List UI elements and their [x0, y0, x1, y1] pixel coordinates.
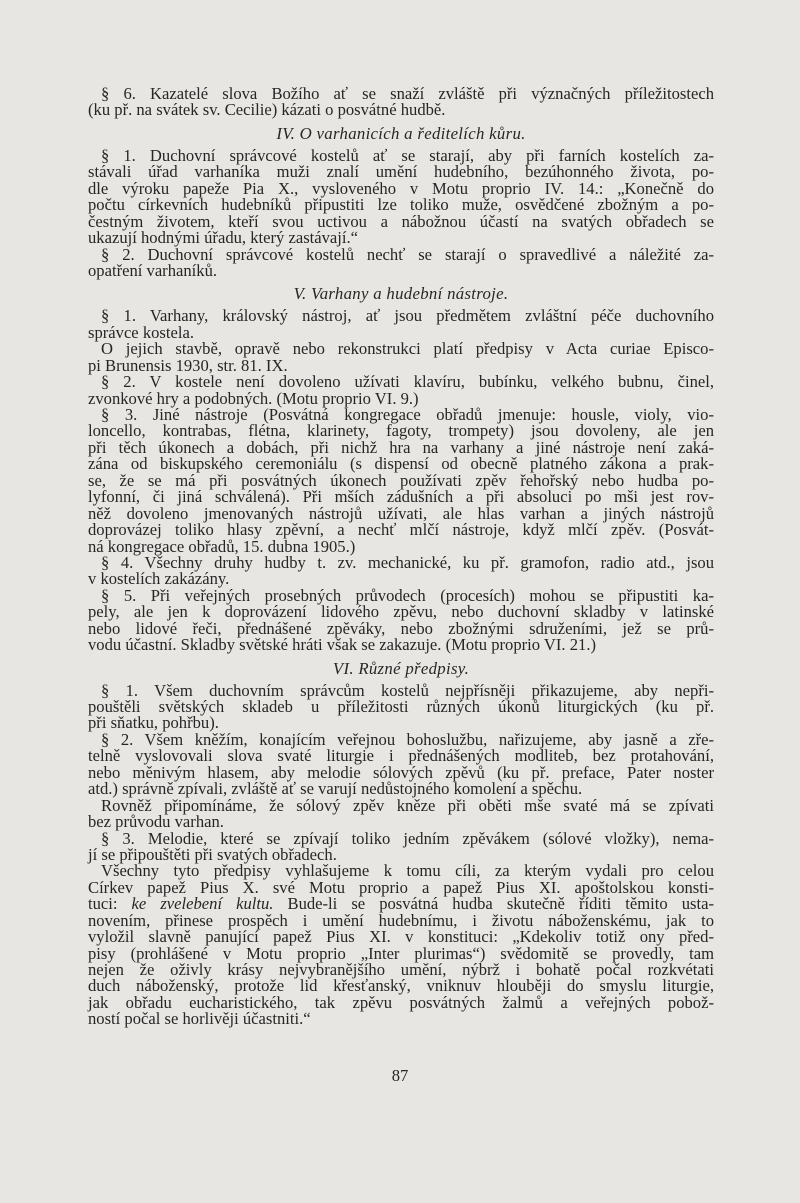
text-line: jak obřadu eucharistického, tak zpěvu posvátných žalmů a veřejných pobož- [88, 992, 714, 1012]
text-line: § 2. V kostele není dovoleno užívati klavíru, bubínku, velkého bubnu, činel, [101, 372, 714, 392]
text-line: v kostelích zakázány. [88, 569, 230, 589]
text-line: ná kongregace obřadů, 15. dubna 1905.) [88, 536, 356, 556]
text-line: stávali úřad varhaníka muži znalí umění hudebního, bezúhonného života, po- [88, 162, 714, 182]
paragraph [88, 680, 714, 733]
text-line: § 5. Při veřejných prosebných průvodech (procesích) mohou se připustiti ka- [101, 585, 714, 605]
text-line: pely, ale jen k doprovázení lidového zpěvu, nebo duchovní skladby v latinské [88, 602, 714, 622]
paragraph [88, 145, 714, 248]
text-segment: Bude-li se posvátná hudba skutečně říditi těmito usta- [273, 894, 714, 914]
paragraph [88, 86, 714, 119]
text-line: § 3. Jiné nástroje (Posvátná kongregace obřadů jmenuje: housle, violy, vio- [101, 405, 714, 424]
text-line: Církev papež Pius X. své Motu proprio a papež Pius XI. apoštolskou konsti- [88, 877, 714, 897]
section-heading: VI. Různé předpisy. [332, 658, 470, 678]
text-line: § 2. Všem kněžím, konajícím veřejnou bohoslužbu, nařizujeme, aby jasně a zře- [101, 729, 714, 749]
text-line: § 6. Kazatelé slova Božího ať se snaží zvláště při význačných příležitostech [101, 84, 714, 103]
text-line: nebo lidové řeči, přednášené zpěváky, nebo zbožnými sdruženími, jež se prů- [88, 618, 714, 638]
paragraph [88, 374, 714, 407]
paragraph [88, 552, 714, 589]
paragraph [88, 341, 714, 374]
paragraph [88, 244, 714, 280]
text-line: vyložil slavně panující papež Pius XI. v konstituci: „Kdekoliv totiž ony před- [88, 927, 714, 947]
text-line: duch náboženský, protože lid křesťanský, vniknuv hlouběji do smyslu liturgie, [88, 976, 714, 996]
text-line: pi Brunensis 1930, str. 81. IX. [88, 355, 288, 375]
text-line: § 4. Všechny druhy hudby t. zv. mechanické, ku př. gramofon, radio atd., jsou [101, 552, 714, 572]
text-line: bez průvodu varhan. [88, 812, 224, 832]
text-line: lyfonní, či jiná schválená). Při mších zádušních a při absoluci po mši jest rov- [88, 487, 714, 507]
paragraph [88, 585, 714, 655]
paragraph [88, 407, 714, 555]
text-line: § 2. Duchovní správcové kostelů nechť se starají o spravedlivé a náležité za- [101, 244, 714, 264]
text-line: § 1. Varhany, královský nástroj, ať jsou předmětem zvláštní péče duchovního [101, 306, 714, 326]
section-heading: IV. O varhanicích a ředitelích kůru. [276, 123, 526, 143]
text-line: loncello, kontrabas, flétna, klarinety, fagoty, trompety) jsou dovoleny, ale jen [88, 421, 714, 441]
text-line: Rovněž připomínáme, že sólový zpěv kněze při oběti mše svaté má se zpívati [101, 795, 714, 815]
text-line: něž dovoleno jmenovaných nástrojů užívati, ale hlas varhan a jiných nástrojů [88, 503, 714, 523]
text-line: nejen že oživly krásy nejvybranějšího umění, nýbrž i bohatě počal rozkvétati [88, 960, 714, 979]
paragraph [88, 863, 714, 1027]
text-line: telně vyslovovali slova svaté liturgie i přednášených modliteb, bez protahování, [88, 746, 714, 766]
text-line: se, že se má při posvátných úkonech používati zpěv řehořský nebo hudba po- [88, 470, 714, 490]
italic-title: ke zvelebení kultu. [131, 894, 274, 914]
text-line: atd.) správně zpívali, zvláště ať se varují nedůstojného komolení a spěchu. [88, 779, 583, 799]
text-line: vodu účastní. Skladby světské hráti však se zakazuje. (Motu proprio VI. 21.) [88, 635, 596, 655]
text-line: ukazují hodnými úřadu, který zastávají.“ [88, 228, 359, 248]
text-line: novením, přinese prospěch i umění hudebnímu, i životu náboženskému, jak to [88, 910, 714, 930]
paragraph [88, 729, 714, 799]
text-line: dle výroku papeže Pia X., vysloveného v Motu proprio IV. 14.: „Konečně do [88, 178, 714, 198]
text-line: § 1. Všem duchovním správcům kostelů nejpřísněji přikazujeme, aby nepři- [101, 680, 714, 700]
text-line: § 3. Melodie, které se zpívají toliko jedním zpěvákem (sólové vložky), nema- [101, 828, 714, 848]
text-line: opatření varhaníků. [88, 260, 218, 280]
text-line: jí se připouštěti při svatých obřadech. [88, 844, 337, 864]
text-line: zvonkové hry a podobných. (Motu proprio VI. 9.) [88, 388, 419, 408]
text-line: při sňatku, pohřbu). [88, 713, 219, 733]
document-page [88, 86, 714, 1028]
text-line: zána od biskupského ceremoniálu (s dispensí od obecně platného zákona a prak- [88, 454, 714, 474]
text-segment: tuci: [88, 894, 132, 914]
page-number: 87 [391, 1066, 409, 1085]
text-line: správce kostela. [88, 322, 194, 342]
text-line: při těch úkonech a dobách, při nichž hra na varhany a jiné nástroje není zaká- [88, 437, 714, 457]
paragraph [88, 795, 714, 832]
text-line: § 1. Duchovní správcové kostelů ať se starají, aby při farních kostelích za- [101, 145, 714, 165]
text-line: čestným životem, kteří svou uctivou a nábožnou účastí na svatých obřadech se [88, 211, 714, 231]
paragraph [88, 308, 714, 341]
text-line: počtu církevních hudebníků připustiti lze toliko muže, osvědčené zbožným a po- [88, 195, 714, 215]
text-line: pisy (prohlášené v Motu proprio „Inter plurimas“) svědomitě se provedly, tam [88, 943, 714, 963]
text-line: nebo měnivým hlasem, aby melodie sólových zpěvů (ku př. preface, Pater noster [88, 762, 714, 782]
paragraph [88, 828, 714, 864]
section-heading: V. Varhany a hudební nástroje. [293, 284, 509, 304]
text-line: (ku př. na svátek sv. Cecilie) kázati o posvátné hudbě. [88, 100, 446, 120]
text-line: ností počal se horlivěji účastniti.“ [88, 1009, 311, 1029]
text-line: pouštěli světských skladeb u příležitosti různých úkonů liturgických (ku př. [88, 697, 714, 716]
text-line: Všechny tyto předpisy vyhlašujeme k tomu cíli, za kterým vydali pro celou [101, 861, 714, 881]
text-line: O jejich stavbě, opravě nebo rekonstrukci platí předpisy v Acta curiae Episco- [101, 339, 714, 359]
text-line: doprovázej toliko hlasy zpěvní, a nechť mlčí nástroje, když mlčí zpěv. (Posvát- [88, 520, 714, 540]
